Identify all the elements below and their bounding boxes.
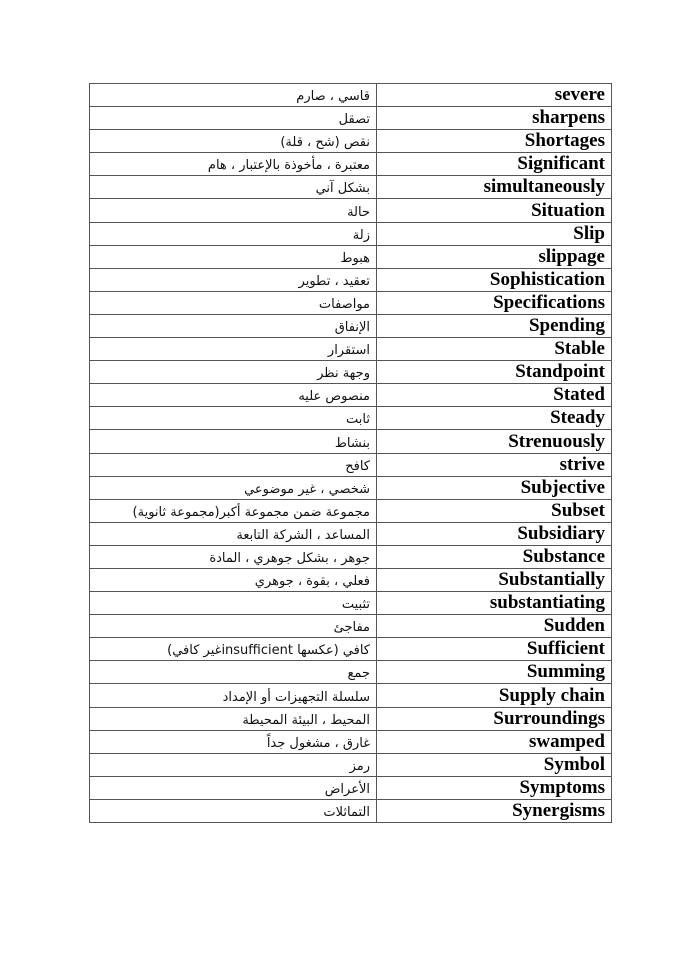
table-row xyxy=(90,430,612,453)
english-term: Shortages xyxy=(377,130,612,153)
english-term: Steady xyxy=(377,407,612,430)
english-term: Spending xyxy=(377,314,612,337)
table-row xyxy=(90,453,612,476)
english-term: Significant xyxy=(377,153,612,176)
arabic-meaning: ثابت xyxy=(90,407,377,430)
arabic-meaning: فعلي ، بقوة ، جوهري xyxy=(90,568,377,591)
table-row xyxy=(90,107,612,130)
arabic-meaning: الأعراض xyxy=(90,776,377,799)
table-row xyxy=(90,361,612,384)
table-row xyxy=(90,522,612,545)
arabic-meaning: هبوط xyxy=(90,245,377,268)
table-row xyxy=(90,499,612,522)
english-term: Substantially xyxy=(377,568,612,591)
english-term: Summing xyxy=(377,661,612,684)
table-row xyxy=(90,338,612,361)
table-row xyxy=(90,615,612,638)
arabic-meaning: حالة xyxy=(90,199,377,222)
english-term: slippage xyxy=(377,245,612,268)
english-term: severe xyxy=(377,84,612,107)
arabic-meaning: مجموعة ضمن مجموعة أكبر(مجموعة ثانوية) xyxy=(90,499,377,522)
arabic-meaning: رمز xyxy=(90,753,377,776)
arabic-meaning: تصقل xyxy=(90,107,377,130)
english-term: Substance xyxy=(377,545,612,568)
english-term: Strenuously xyxy=(377,430,612,453)
table-row xyxy=(90,199,612,222)
arabic-meaning: التماثلات xyxy=(90,799,377,822)
arabic-meaning: تعقيد ، تطوير xyxy=(90,268,377,291)
english-term: strive xyxy=(377,453,612,476)
table-row xyxy=(90,407,612,430)
english-term: Sufficient xyxy=(377,638,612,661)
table-row xyxy=(90,314,612,337)
arabic-meaning: قاسي ، صارم xyxy=(90,84,377,107)
english-term: Specifications xyxy=(377,291,612,314)
english-term: Sudden xyxy=(377,615,612,638)
arabic-meaning: غارق ، مشغول جداً xyxy=(90,730,377,753)
table-row xyxy=(90,707,612,730)
table-row xyxy=(90,291,612,314)
table-row xyxy=(90,245,612,268)
arabic-meaning: منصوص عليه xyxy=(90,384,377,407)
english-term: Synergisms xyxy=(377,799,612,822)
table-row xyxy=(90,130,612,153)
arabic-meaning: مواصفات xyxy=(90,291,377,314)
arabic-meaning: وجهة نظر xyxy=(90,361,377,384)
english-term: Situation xyxy=(377,199,612,222)
english-term: Standpoint xyxy=(377,361,612,384)
table-row xyxy=(90,592,612,615)
arabic-meaning: كافي (عكسها insufficientغير كافي) xyxy=(90,638,377,661)
table-row xyxy=(90,84,612,107)
english-term: Symptoms xyxy=(377,776,612,799)
english-term: Stated xyxy=(377,384,612,407)
arabic-meaning: معتبرة ، مأخوذة بالإعتبار ، هام xyxy=(90,153,377,176)
table-row xyxy=(90,153,612,176)
english-term: Sophistication xyxy=(377,268,612,291)
table-row xyxy=(90,568,612,591)
arabic-meaning: مفاجئ xyxy=(90,615,377,638)
english-term: Stable xyxy=(377,338,612,361)
arabic-meaning: سلسلة التجهيزات أو الإمداد xyxy=(90,684,377,707)
table-row xyxy=(90,545,612,568)
english-term: swamped xyxy=(377,730,612,753)
table-row xyxy=(90,661,612,684)
arabic-meaning: الإنفاق xyxy=(90,314,377,337)
table-row xyxy=(90,638,612,661)
english-term: Slip xyxy=(377,222,612,245)
glossary-table xyxy=(89,83,612,823)
english-term: simultaneously xyxy=(377,176,612,199)
arabic-meaning: استقرار xyxy=(90,338,377,361)
arabic-meaning: المساعد ، الشركة التابعة xyxy=(90,522,377,545)
english-term: Symbol xyxy=(377,753,612,776)
arabic-meaning: جوهر ، بشكل جوهري ، المادة xyxy=(90,545,377,568)
english-term: Surroundings xyxy=(377,707,612,730)
arabic-meaning: زلة xyxy=(90,222,377,245)
table-row xyxy=(90,176,612,199)
english-term: Supply chain xyxy=(377,684,612,707)
table-row xyxy=(90,268,612,291)
table-row xyxy=(90,684,612,707)
english-term: substantiating xyxy=(377,592,612,615)
english-term: Subsidiary xyxy=(377,522,612,545)
table-row xyxy=(90,222,612,245)
english-term: sharpens xyxy=(377,107,612,130)
arabic-meaning: كافح xyxy=(90,453,377,476)
table-row xyxy=(90,730,612,753)
table-row xyxy=(90,776,612,799)
english-term: Subjective xyxy=(377,476,612,499)
table-row xyxy=(90,384,612,407)
arabic-meaning: شخصي ، غير موضوعي xyxy=(90,476,377,499)
arabic-meaning: بشكل آني xyxy=(90,176,377,199)
arabic-meaning: المحيط ، البيئة المحيطة xyxy=(90,707,377,730)
arabic-meaning: تثبيت xyxy=(90,592,377,615)
table-row xyxy=(90,753,612,776)
arabic-meaning: جمع xyxy=(90,661,377,684)
english-term: Subset xyxy=(377,499,612,522)
arabic-meaning: نقص (شح ، قلة) xyxy=(90,130,377,153)
arabic-meaning: بنشاط xyxy=(90,430,377,453)
table-row xyxy=(90,799,612,822)
table-row xyxy=(90,476,612,499)
